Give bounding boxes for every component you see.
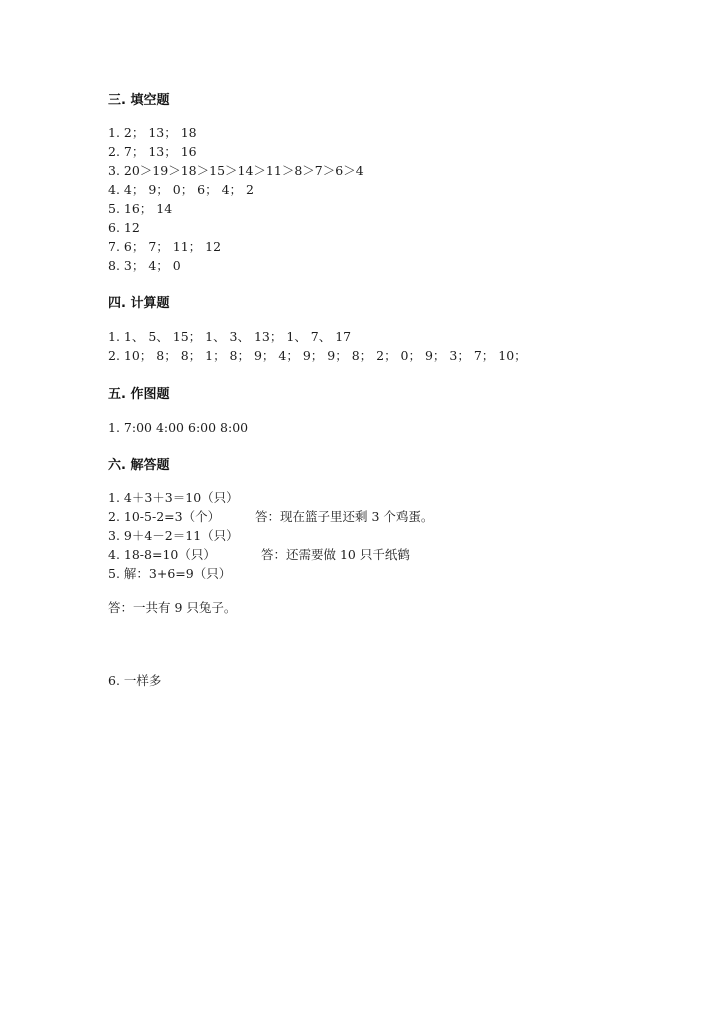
calculation-answer-2: 2. 10； 8； 8； 1； 8； 9； 4； 9； 9； 8； 2； 0； 9； 3； 7； 10； <box>108 348 527 363</box>
fill-blank-answer-5: 5. 16； 14 <box>108 201 173 216</box>
calculation-answer-1: 1. 1、 5、 15； 1、 3、 13； 1、 7、 17 <box>108 329 352 344</box>
section-title-fill-blank: 三. 填空题 <box>108 93 170 108</box>
section-title-drawing: 五. 作图题 <box>108 387 170 402</box>
section-title-word-problems: 六. 解答题 <box>108 458 170 473</box>
word-problem-answer-2 <box>108 509 220 525</box>
word-problem-5-expression: 5. 解：3+6=9（只） <box>108 566 232 581</box>
word-problem-answer-1 <box>108 490 239 506</box>
fill-blank-answer-1: 1. 2； 13； 18 <box>108 125 197 140</box>
word-problem-3-expression: 3. 9＋4－2＝11（只） <box>108 528 239 543</box>
word-problem-4-expression: 4. 18-8=10（只） <box>108 547 216 562</box>
fill-blank-answer-3: 3. 20＞19＞18＞15＞14＞11＞8＞7＞6＞4 <box>108 163 364 178</box>
section-title-calculation: 四. 计算题 <box>108 296 170 311</box>
fill-blank-answer-8: 8. 3； 4； 0 <box>108 258 181 273</box>
word-problem-5-reply: 答：一共有 9 只兔子。 <box>108 600 237 615</box>
word-problem-2-reply: 答：现在篮子里还剩 3 个鸡蛋。 <box>255 509 434 524</box>
fill-blank-answer-2: 2. 7； 13； 16 <box>108 144 197 159</box>
word-problem-answer-6: 6. 一样多 <box>108 673 162 688</box>
word-problem-4-reply: 答：还需要做 10 只千纸鹤 <box>261 547 410 562</box>
drawing-answer-1: 1. 7:00 4:00 6:00 8:00 <box>108 420 249 435</box>
word-problem-answer-4 <box>108 547 216 563</box>
fill-blank-answer-6: 6. 12 <box>108 220 140 235</box>
fill-blank-answer-4: 4. 4； 9； 0； 6； 4； 2 <box>108 182 254 197</box>
word-problem-2-expression: 2. 10-5-2=3（个） <box>108 509 221 524</box>
fill-blank-answer-7: 7. 6； 7； 11； 12 <box>108 239 222 254</box>
word-problem-answer-5 <box>108 566 231 582</box>
word-problem-1-expression: 1. 4＋3＋3＝10（只） <box>108 490 239 505</box>
word-problem-answer-3 <box>108 528 239 544</box>
